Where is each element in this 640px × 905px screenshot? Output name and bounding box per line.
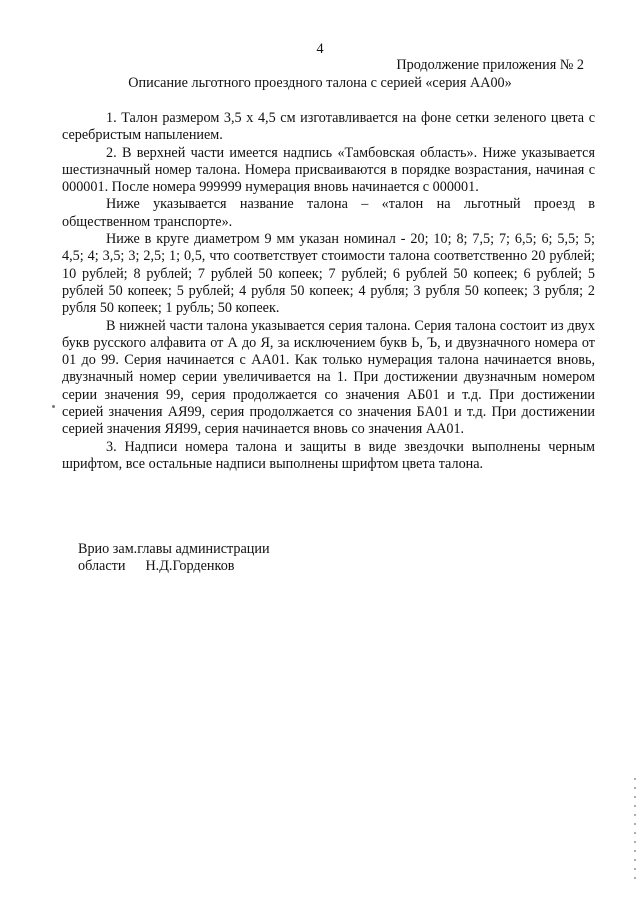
signatory-name: Н.Д.Горденков: [145, 557, 235, 574]
paragraph-5: В нижней части талона указывается серия талона. Серия талона состоит из двух букв русского алфавита от А до Я, за исключением букв Ь, Ъ, и двузначного номера от 01 до 99. Серия начинается с АА01. Как только нумерация талона начинается вновь, двузначный номер серии увеличивается на 1. При достижении двузначным номером серии значения 99, серия продолжается со значения АБ01 и т.д. При достижении серией значения АЯ99, серия продолжается со значения БА01 и т.д. При достижении серией значения ЯЯ99, серия начинается вновь со значения АА01.: [62, 317, 595, 438]
paragraph-6: 3. Надписи номера талона и защиты в виде звездочки выполнены черным шрифтом, все остальные надписи выполнены шрифтом цвета талона.: [62, 438, 595, 472]
signature-block: [78, 541, 270, 574]
scan-speck: [52, 405, 55, 408]
paragraph-1: 1. Талон размером 3,5 х 4,5 см изготавливается на фоне сетки зеленого цвета с серебристым напылением.: [62, 110, 595, 144]
paragraph-3: Ниже указывается название талона – «талон на льготный проезд в общественном транспорте».: [62, 196, 595, 230]
scan-edge-marks: [634, 778, 636, 883]
document-title: Описание льготного проездного талона с серией «серия АА00»: [128, 75, 512, 91]
signature-region: области: [78, 557, 126, 574]
signature-title: Врио зам.главы администрации: [78, 541, 270, 557]
page-number: 4: [316, 41, 324, 57]
document-body: [62, 110, 595, 473]
paragraph-4: Ниже в круге диаметром 9 мм указан номинал - 20; 10; 8; 7,5; 7; 6,5; 6; 5,5; 5; 4,5; 4; 3,5; 3; 2,5; 1; 0,5, что соответствует стоимости талона соответственно 20 рублей; 10 рублей; 8 рублей; 7 рублей 50 копеек; 7 рублей; 6 рублей 50 копеек; 6 рублей; 5 рублей 50 копеек; 5 рублей; 4 рубля 50 копеек; 4 рубля; 3 рубля 50 копеек; 3 рубля; 2 рубля 50 копеек; 1 рубль; 50 копеек.: [62, 231, 595, 317]
paragraph-2: 2. В верхней части имеется надпись «Тамбовская область». Ниже указывается шестизначный номер талона. Номера присваиваются в порядке возрастания, начиная с 000001. После номера 999999 нумерация вновь начинается с 000001.: [62, 144, 595, 196]
appendix-continuation: Продолжение приложения № 2: [396, 57, 584, 73]
